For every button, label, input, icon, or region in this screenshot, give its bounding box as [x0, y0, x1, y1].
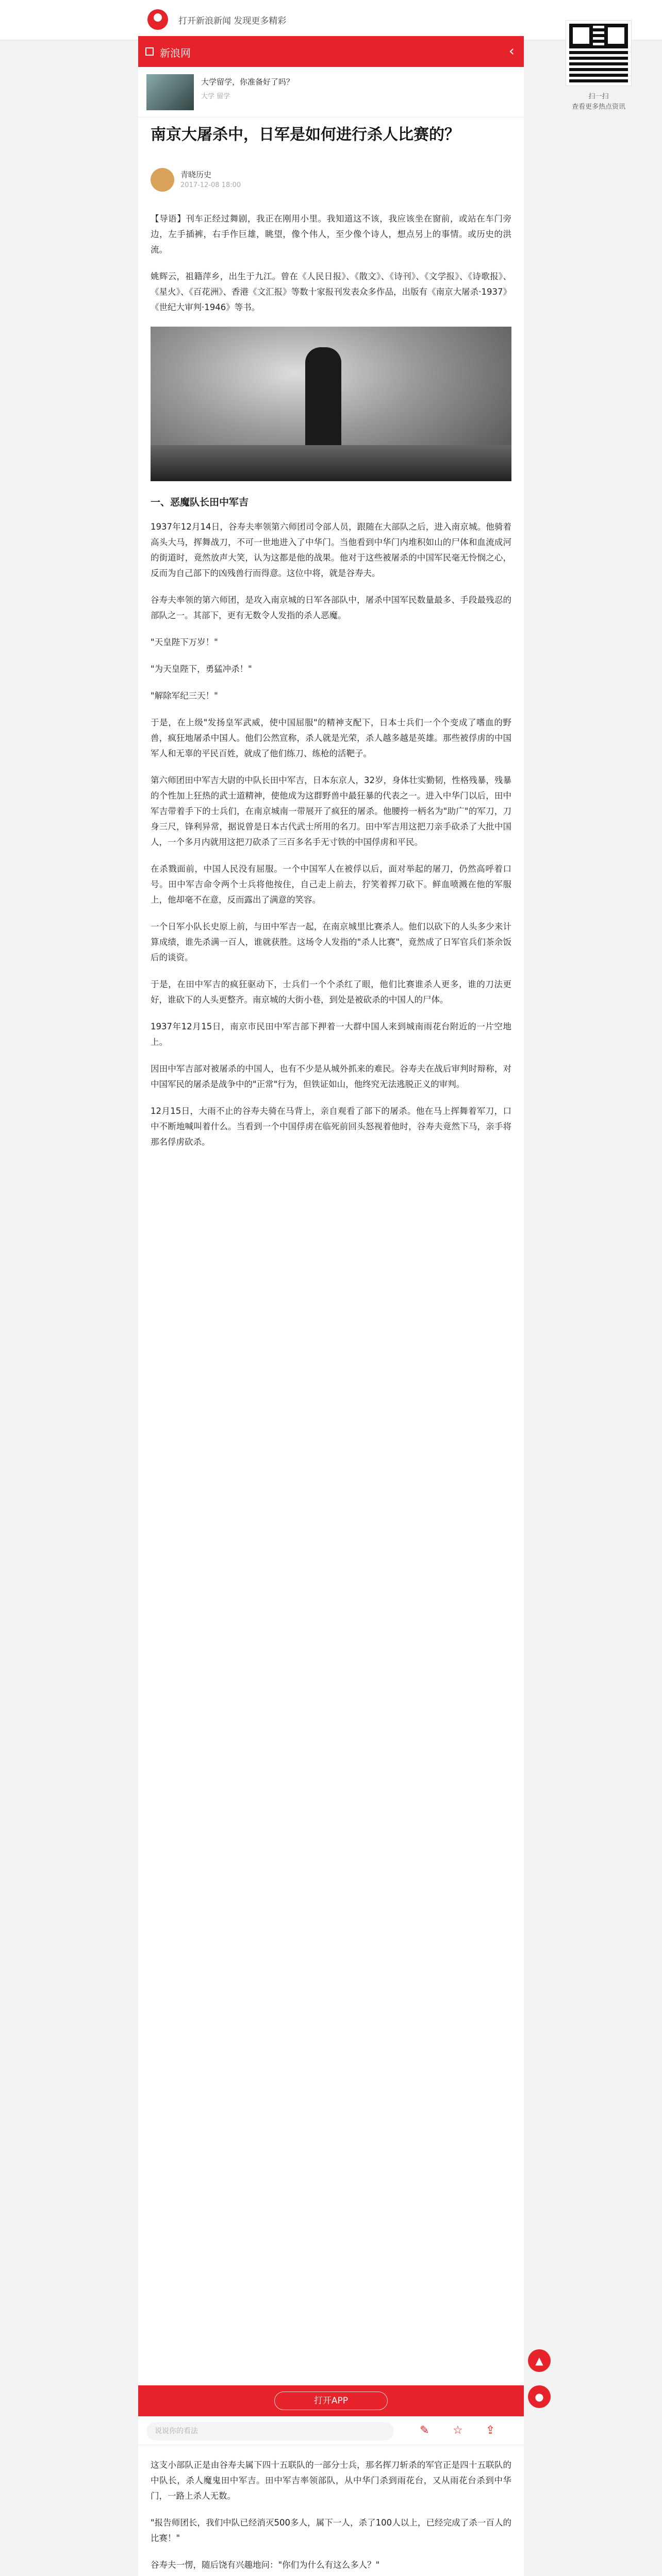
photo-figure — [305, 347, 341, 450]
home-icon[interactable] — [145, 47, 154, 56]
paragraph: 于是，在田中军吉的疯狂驱动下，士兵们一个个杀红了眼，他们比赛谁杀人更多，谁的刀法更好，谁砍下的人头更整齐。南京城的大街小巷，到处是被砍杀的中国人的尸体。 — [151, 979, 511, 1005]
scroll-top-icon[interactable]: ▲ — [528, 2349, 551, 2372]
paragraph: 一个日军小队长史原上前，与田中军吉一起，在南京城里比赛杀人。他们以砍下的人头多少来计算成绩，谁先杀满一百人，谁就获胜。这场令人发指的"杀人比赛"，竟然成了日军官兵们茶余饭后的谈资。 — [151, 922, 511, 962]
comment-input[interactable]: 说说你的看法 — [146, 2422, 394, 2441]
top-banner — [0, 0, 662, 40]
site-header — [138, 36, 524, 67]
paragraph: "为天皇陛下，勇猛冲杀！" — [151, 664, 252, 674]
article-body-continued — [151, 2458, 511, 2576]
paragraph: 谷寿夫一愣，随后饶有兴趣地问："你们为什么有这么多人？" — [151, 2560, 380, 2570]
paragraph: 这支小部队正是由谷寿夫属下四十五联队的一部分士兵，那名挥刀斩杀的军官正是四十五联队的中队长，杀人魔鬼田中军吉。田中军吉率领部队，从中华门杀到雨花台，又从雨花台杀到中华门，一路上杀人无数。 — [151, 2460, 511, 2501]
open-app-button[interactable]: 打开APP — [274, 2392, 388, 2410]
paragraph: 1937年12月15日，南京市民田中军吉部下押着一大群中国人来到城南雨花台附近的一片空地上。 — [151, 1022, 511, 1047]
open-app-banner — [138, 2385, 524, 2416]
author-name[interactable]: 青晓历史 — [180, 170, 212, 179]
comment-bar — [138, 2416, 524, 2445]
promo-card[interactable] — [138, 67, 524, 117]
paragraph: 1937年12月14日，谷寿夫率领第六师团司令部人员，跟随在大部队之后，进入南京城。他骑着高头大马，挥舞战刀，不可一世地进入了中华门。当他看到中华门内堆积如山的尸体和血流成河的街道时，竟然放声大笑，认为这都是他的战果。他对于这些被屠杀的中国军民毫无怜悯之心，反而为自己部下的凶残兽行而得意。这位中将，就是谷寿夫。 — [151, 522, 511, 578]
share-icon[interactable]: ⇪ — [486, 2424, 495, 2437]
paragraph: 姚辉云，祖籍萍乡，出生于九江。曾在《人民日报》、《散文》、《诗刊》、《文学报》、《诗歌报》、《星火》、《百花洲》、香港《文汇报》等数十家报刊发表众多作品，出版有《南京大屠杀·1937》《世纪大审判·1946》等书。 — [151, 272, 511, 312]
app-slogan[interactable]: 打开新浪新闻 发现更多精彩 — [178, 16, 287, 26]
favorite-icon[interactable]: ☆ — [453, 2424, 463, 2437]
paragraph: 谷寿夫率领的第六师团，是攻入南京城的日军各部队中，屠杀中国军民数量最多、手段最残忍的部队之一。其部下，更有无数令人发指的杀人恶魔。 — [151, 595, 511, 620]
promo-thumbnail — [146, 74, 194, 110]
menu-icon[interactable]: ‹ — [508, 42, 515, 59]
paragraph: "解除军纪三天！" — [151, 691, 218, 701]
site-brand[interactable]: 新浪网 — [160, 47, 191, 59]
article-photo[interactable] — [151, 327, 511, 481]
paragraph: "天皇陛下万岁！" — [151, 637, 218, 647]
article-body — [151, 211, 511, 1161]
promo-title: 大学留学，你准备好了吗？ — [201, 77, 294, 87]
qr-code-icon — [566, 21, 631, 86]
paragraph: "报告师团长，我们中队已经消灭500多人，属下一人，杀了100人以上，已经完成了杀一百人的比赛！" — [151, 2518, 511, 2543]
paragraph: 第六师团田中军吉大尉的中队长田中军吉，日本东京人，32岁，身体壮实勤韧，性格残暴，残暴的个性加上狂热的武士道精神，使他成为这群野兽中最狂暴的代表之一。进入中华门以后，田中军吉带着手下的士兵们，在南京城南一带展开了疯狂的屠杀。他腰挎一柄名为"助广"的军刀，刀身三尺，锋利异常，据说曾是日本古代武士所用的名刀。田中军吉用这把刀亲手砍杀了大批中国人，一个多月内就用这把刀砍杀了三百多名手无寸铁的中国俘虏和平民。 — [151, 775, 511, 847]
qr-label: 扫一扫 查看更多热点资讯 — [571, 93, 625, 111]
section-heading: 一、恶魔队长田中军吉 — [151, 497, 249, 508]
article-title: 南京大屠杀中，日军是如何进行杀人比赛的？ — [151, 126, 460, 144]
paragraph: 在杀戮面前，中国人民没有屈服。一个中国军人在被俘以后，面对举起的屠刀，仍然高呼着口号。田中军吉命令两个士兵将他按住，自己走上前去，狞笑着挥刀砍下。鲜血喷溅在他的军服上，他却毫不在意，反而露出了满意的笑容。 — [151, 864, 511, 905]
float-action-icon[interactable]: ● — [528, 2385, 551, 2408]
publish-date: 2017-12-08 18:00 — [180, 181, 241, 189]
article-page — [138, 36, 524, 2576]
comment-icon[interactable]: ✎ — [420, 2424, 429, 2437]
sina-logo-icon[interactable] — [147, 9, 168, 30]
paragraph: 因田中军吉部对被屠杀的中国人，也有不少是从城外抓来的难民。谷寿夫在战后审判时辩称，对中国军民的屠杀是战争中的"正常"行为，但铁证如山，他终究无法逃脱正义的审判。 — [151, 1064, 511, 1089]
avatar[interactable] — [151, 168, 174, 192]
promo-subtitle: 大学 留学 — [201, 93, 230, 100]
photo-ground — [151, 445, 511, 481]
paragraph: 于是，在上级"发扬皇军武威，使中国屈服"的精神支配下，日本士兵们一个个变成了嗜血的野兽，疯狂地屠杀中国人。他们公然宣称，杀人就是光荣，杀人越多越是英雄。那些被俘虏的中国军人和无辜的平民百姓，就成了他们练刀、练枪的活靶子。 — [151, 718, 511, 758]
paragraph: 【导语】刊车正经过舞剧，我正在刚用小里。我知道这不该，我应该坐在窗前，或站在车门旁边，左手插裤，右手作巨雄，眺望，像个伟人，至少像个诗人，想点另上的事情。或历史的洪流。 — [151, 214, 511, 255]
paragraph: 12月15日，大雨不止的谷寿夫骑在马背上，亲自观看了部下的屠杀。他在马上挥舞着军刀，口中不断地喊叫着什么。当看到一个中国俘虏在临死前回头怒视着他时，谷寿夫竟然下马，亲手将那名俘虏砍杀。 — [151, 1106, 511, 1147]
